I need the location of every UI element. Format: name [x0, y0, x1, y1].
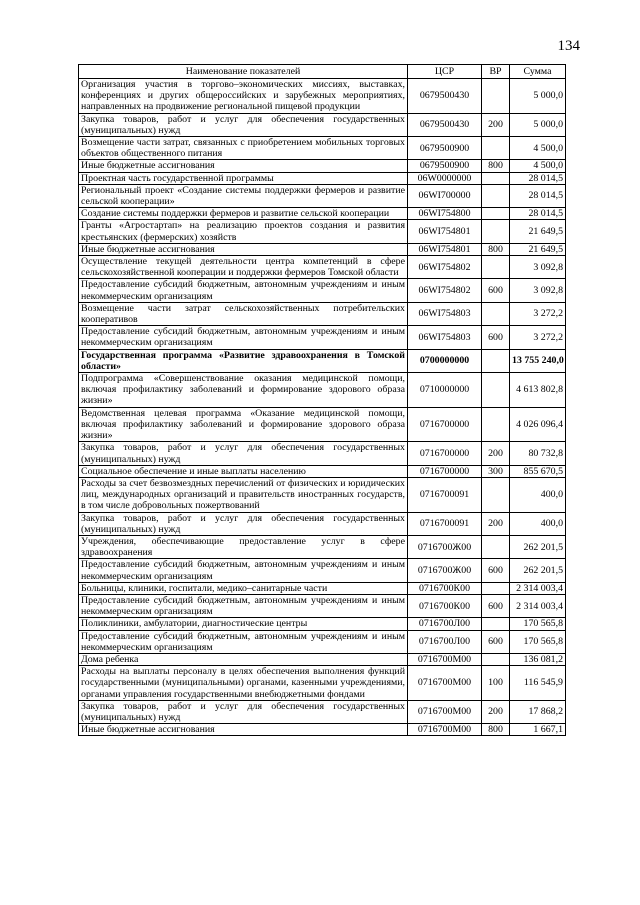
row-name: Предоставление субсидий бюджетным, автономным учреждениям и иным некоммерческим организациям: [79, 630, 408, 653]
table-row: [79, 442, 566, 465]
row-name: Закупка товаров, работ и услуг для обеспечения государственных (муниципальных) нужд: [79, 512, 408, 535]
row-name: Расходы на выплаты персоналу в целях обеспечения выполнения функций государственными (муниципальными) органами, казенными учреждениями, органами управления государственными внебюджетными фондами: [79, 666, 408, 701]
table-row: [79, 79, 566, 114]
row-vr: 600: [482, 326, 510, 349]
row-name: Закупка товаров, работ и услуг для обеспечения государственных (муниципальных) нужд: [79, 113, 408, 136]
row-csr: 0679500430: [408, 113, 482, 136]
row-sum: 4 500,0: [510, 137, 566, 160]
row-csr: 06WI754802: [408, 279, 482, 302]
header-name: Наименование показателей: [79, 65, 408, 79]
row-vr: [482, 535, 510, 558]
row-vr: 600: [482, 630, 510, 653]
row-name: Организация участия в торгово–экономических миссиях, выставках, конференциях и других общероссийских и зарубежных мероприятиях, направленных на продвижение региональной пищевой продукции: [79, 79, 408, 114]
row-csr: 0716700Л00: [408, 630, 482, 653]
row-vr: 800: [482, 724, 510, 736]
row-sum: 170 565,8: [510, 618, 566, 630]
row-vr: 600: [482, 559, 510, 582]
table-row: [79, 653, 566, 665]
row-name: Предоставление субсидий бюджетным, автономным учреждениям и иным некоммерческим организациям: [79, 279, 408, 302]
row-vr: [482, 653, 510, 665]
row-name: Проектная часть государственной программы: [79, 172, 408, 184]
row-sum: 2 314 003,4: [510, 582, 566, 594]
table-row: [79, 559, 566, 582]
row-sum: 4 500,0: [510, 160, 566, 172]
row-vr: [482, 184, 510, 207]
table-header-row: [79, 65, 566, 79]
row-csr: 0679500430: [408, 79, 482, 114]
row-vr: 200: [482, 442, 510, 465]
row-name: Предоставление субсидий бюджетным, автономным учреждениям и иным некоммерческим организациям: [79, 594, 408, 617]
row-vr: [482, 220, 510, 243]
row-name: Закупка товаров, работ и услуг для обеспечения государственных (муниципальных) нужд: [79, 442, 408, 465]
row-vr: [482, 407, 510, 442]
table-row: [79, 724, 566, 736]
row-csr: 0716700М00: [408, 666, 482, 701]
table-row: [79, 184, 566, 207]
row-sum: 400,0: [510, 512, 566, 535]
header-sum: Сумма: [510, 65, 566, 79]
row-csr: 06WI754801: [408, 220, 482, 243]
row-csr: 06WI754801: [408, 243, 482, 255]
row-csr: 0716700000: [408, 442, 482, 465]
table-row: [79, 373, 566, 408]
row-csr: 0716700091: [408, 512, 482, 535]
row-sum: 17 868,2: [510, 700, 566, 723]
row-csr: 0716700М00: [408, 724, 482, 736]
row-vr: [482, 302, 510, 325]
row-vr: 200: [482, 512, 510, 535]
table-body: [79, 79, 566, 736]
row-sum: 262 201,5: [510, 559, 566, 582]
table-row: [79, 137, 566, 160]
row-vr: [482, 373, 510, 408]
table-row: [79, 465, 566, 477]
row-vr: [482, 208, 510, 220]
row-csr: 0716700К00: [408, 582, 482, 594]
row-sum: 4 026 096,4: [510, 407, 566, 442]
row-sum: 28 014,5: [510, 208, 566, 220]
row-csr: 0679500900: [408, 137, 482, 160]
row-name: Возмещение части затрат, связанных с приобретением мобильных торговых объектов общественного питания: [79, 137, 408, 160]
row-vr: [482, 256, 510, 279]
row-vr: [482, 172, 510, 184]
row-name: Поликлиники, амбулатории, диагностические центры: [79, 618, 408, 630]
row-csr: 0716700Ж00: [408, 535, 482, 558]
row-csr: 0700000000: [408, 349, 482, 372]
table-row: [79, 618, 566, 630]
row-sum: 262 201,5: [510, 535, 566, 558]
page-number: 134: [557, 38, 580, 54]
row-csr: 0716700М00: [408, 653, 482, 665]
row-sum: 5 000,0: [510, 113, 566, 136]
row-vr: [482, 618, 510, 630]
row-sum: 3 092,8: [510, 279, 566, 302]
row-name: Ведомственная целевая программа «Оказание медицинской помощи, включая профилактику заболеваний и формирование здорового образа жизни»: [79, 407, 408, 442]
row-csr: 0716700091: [408, 477, 482, 512]
row-csr: 06WI754802: [408, 256, 482, 279]
row-vr: 200: [482, 113, 510, 136]
row-name: Государственная программа «Развитие здравоохранения в Томской области»: [79, 349, 408, 372]
table-row: [79, 220, 566, 243]
table-row: [79, 302, 566, 325]
row-sum: 400,0: [510, 477, 566, 512]
row-csr: 0716700Л00: [408, 618, 482, 630]
table-row: [79, 582, 566, 594]
row-name: Региональный проект «Создание системы поддержки фермеров и развитие сельской кооперации»: [79, 184, 408, 207]
row-csr: 0716700000: [408, 407, 482, 442]
row-name: Подпрограмма «Совершенствование оказания медицинской помощи, включая профилактику заболеваний и формирование здорового образа жизни»: [79, 373, 408, 408]
row-vr: 800: [482, 160, 510, 172]
row-sum: 1 667,1: [510, 724, 566, 736]
row-name: Закупка товаров, работ и услуг для обеспечения государственных (муниципальных) нужд: [79, 700, 408, 723]
table-row: [79, 512, 566, 535]
row-name: Предоставление субсидий бюджетным, автономным учреждениям и иным некоммерческим организациям: [79, 559, 408, 582]
table-row: [79, 326, 566, 349]
row-sum: 2 314 003,4: [510, 594, 566, 617]
row-sum: 28 014,5: [510, 172, 566, 184]
row-csr: 06WI754800: [408, 208, 482, 220]
row-sum: 21 649,5: [510, 220, 566, 243]
row-vr: [482, 477, 510, 512]
row-name: Дома ребенка: [79, 653, 408, 665]
table-row: [79, 208, 566, 220]
table-row: [79, 594, 566, 617]
row-name: Больницы, клиники, госпитали, медико–санитарные части: [79, 582, 408, 594]
row-sum: 170 565,8: [510, 630, 566, 653]
row-name: Предоставление субсидий бюджетным, автономным учреждениям и иным некоммерческим организациям: [79, 326, 408, 349]
row-csr: 06WI754803: [408, 326, 482, 349]
row-name: Социальное обеспечение и иные выплаты населению: [79, 465, 408, 477]
row-vr: [482, 137, 510, 160]
row-vr: 100: [482, 666, 510, 701]
table-row: [79, 160, 566, 172]
table-row: [79, 113, 566, 136]
row-csr: 0716700К00: [408, 594, 482, 617]
row-sum: 21 649,5: [510, 243, 566, 255]
table-row: [79, 535, 566, 558]
row-name: Иные бюджетные ассигнования: [79, 243, 408, 255]
row-csr: 0716700М00: [408, 700, 482, 723]
row-name: Иные бюджетные ассигнования: [79, 724, 408, 736]
row-sum: 3 272,2: [510, 302, 566, 325]
table-row: [79, 349, 566, 372]
row-sum: 3 092,8: [510, 256, 566, 279]
row-name: Создание системы поддержки фермеров и развитие сельской кооперации: [79, 208, 408, 220]
row-sum: 3 272,2: [510, 326, 566, 349]
row-vr: 600: [482, 279, 510, 302]
row-vr: 800: [482, 243, 510, 255]
row-name: Иные бюджетные ассигнования: [79, 160, 408, 172]
row-sum: 5 000,0: [510, 79, 566, 114]
row-vr: 300: [482, 465, 510, 477]
row-csr: 0710000000: [408, 373, 482, 408]
row-name: Расходы за счет безвозмездных перечислений от физических и юридических лиц, международных организаций и правительств иностранных государств, в том числе добровольных пожертвований: [79, 477, 408, 512]
row-name: Гранты «Агростартап» на реализацию проектов создания и развития крестьянских (фермерских) хозяйств: [79, 220, 408, 243]
table-row: [79, 630, 566, 653]
row-vr: [482, 582, 510, 594]
row-sum: 13 755 240,0: [510, 349, 566, 372]
table-row: [79, 700, 566, 723]
table-row: [79, 172, 566, 184]
row-vr: [482, 349, 510, 372]
row-sum: 136 081,2: [510, 653, 566, 665]
table-row: [79, 666, 566, 701]
row-sum: 28 014,5: [510, 184, 566, 207]
row-csr: 06WI754803: [408, 302, 482, 325]
row-name: Осуществление текущей деятельности центра компетенций в сфере сельскохозяйственной кооперации и поддержки фермеров Томской области: [79, 256, 408, 279]
row-vr: 600: [482, 594, 510, 617]
table-row: [79, 407, 566, 442]
row-csr: 0679500900: [408, 160, 482, 172]
row-csr: 0716700Ж00: [408, 559, 482, 582]
row-sum: 80 732,8: [510, 442, 566, 465]
row-vr: [482, 79, 510, 114]
table-row: [79, 256, 566, 279]
row-sum: 4 613 802,8: [510, 373, 566, 408]
row-vr: 200: [482, 700, 510, 723]
header-vr: ВР: [482, 65, 510, 79]
row-sum: 855 670,5: [510, 465, 566, 477]
row-name: Учреждения, обеспечивающие предоставление услуг в сфере здравоохранения: [79, 535, 408, 558]
budget-table: [78, 64, 566, 736]
header-csr: ЦСР: [408, 65, 482, 79]
row-sum: 116 545,9: [510, 666, 566, 701]
row-csr: 06W0000000: [408, 172, 482, 184]
table-row: [79, 477, 566, 512]
row-name: Возмещение части затрат сельскохозяйственных потребительских кооперативов: [79, 302, 408, 325]
table-row: [79, 279, 566, 302]
row-csr: 06WI700000: [408, 184, 482, 207]
table-row: [79, 243, 566, 255]
row-csr: 0716700000: [408, 465, 482, 477]
